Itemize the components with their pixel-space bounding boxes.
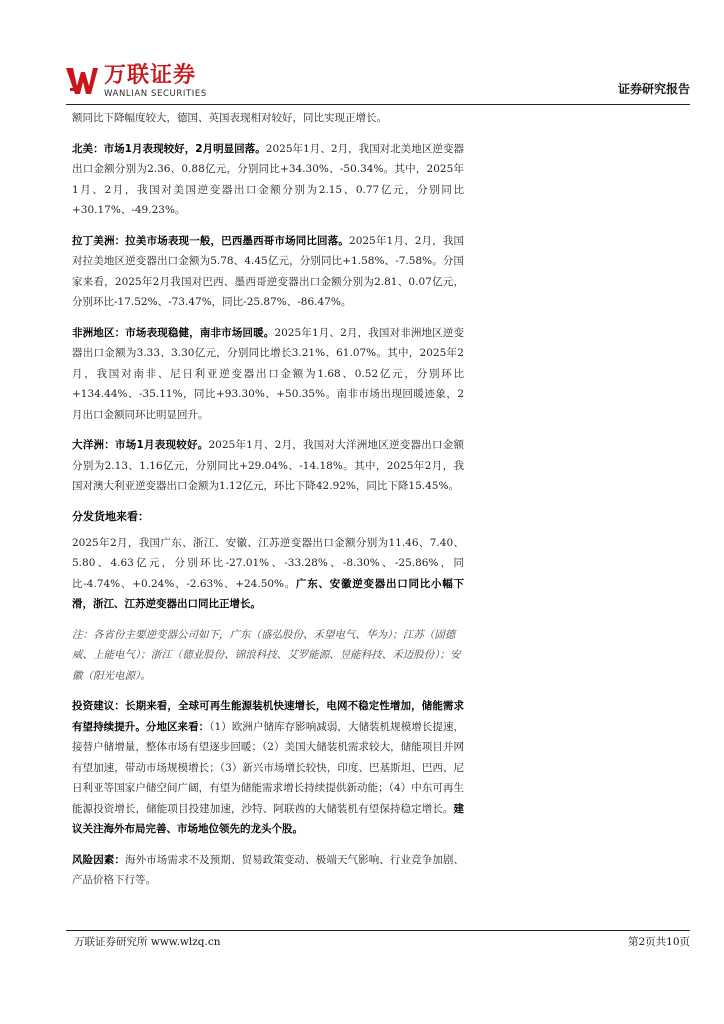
investment-recommendation: 建议关注海外布局完善、市场地位领先的龙头个股。 <box>72 802 464 835</box>
section-text: 2025年1月、2月，我国对大洋洲地区逆变器出口金额分别为2.13、1.16亿元，分别同比+29.04%、-14.18%。其中，2025年2月，我国对澳大利亚逆变器出口金额为1.12亿元，环比下降42.92%，同比下降15.45%。 <box>72 439 464 492</box>
wanlian-w-logo-icon <box>66 66 98 96</box>
risk-factors <box>72 850 464 891</box>
distribution-conclusion: 广东、安徽逆变器出口同比小幅下滑，浙江、江苏逆变器出口同比正增长。 <box>72 577 465 610</box>
brand-name: 万联证券 <box>104 63 197 88</box>
investment-advice <box>72 696 464 840</box>
province-note: 注：各省份主要逆变器公司如下，广东（盛弘股份、禾望电气、华为）；江苏（固德威、上能电气）；浙江（德业股份、锦浪科技、艾罗能源、昱能科技、禾迈股份）；安徽（阳光电源）。 <box>72 628 461 682</box>
section-text: 2025年1月、2月，我国对拉美地区逆变器出口金额为5.78、4.45亿元，分别同比+1.58%、-7.58%。分国家来看，2025年2月我国对巴西、墨西哥逆变器出口金额分别为2.81、0.07亿元，分别环比-17.52%、-73.47%，同比-25.87%、-86.47%。 <box>72 234 464 308</box>
report-body <box>72 108 464 891</box>
section-text: 2025年1月、2月，我国对北美地区逆变器出口金额分别为2.36、0.88亿元，分别同比+34.30%、-50.34%。其中，2025年1月、2月，我国对美国逆变器出口金额分别为2.15、0.77亿元，分别同比+30.17%、-49.23%。 <box>72 142 464 216</box>
section-oceania <box>72 435 464 497</box>
section-africa <box>72 323 464 426</box>
brand-name-english: WANLIAN SECURITIES <box>104 89 207 99</box>
section-text: 海外市场需求不及预期、贸易政策变动、极端天气影响、行业竞争加剧、产品价格下行等。 <box>72 853 465 886</box>
section-latin-america <box>72 231 464 313</box>
distribution-paragraph <box>72 533 464 615</box>
section-heading: 北美：市场1月表现较好，2月明显回落。 <box>72 142 266 155</box>
page-header <box>66 62 690 106</box>
section-text: 2025年2月，我国广东、浙江、安徽、江苏逆变器出口金额分别为11.46、7.40、5.80、4.63亿元，分别环比-27.01%、-33.28%、-8.30%、-25.86%，同比-4.74%、+0.24%、-2.63%、+24.50%。 <box>72 536 464 590</box>
report-type: 证券研究报告 <box>617 82 690 96</box>
footer-divider <box>66 930 690 931</box>
footer-source: 万联证券研究所 www.wlzq.cn <box>74 936 221 948</box>
distribution-heading: 分发货地来看： <box>72 509 149 523</box>
section-heading: 非洲地区：市场表现稳健，南非市场回暖。 <box>72 326 275 339</box>
page-number: 第2页共10页 <box>627 936 690 948</box>
section-north-america <box>72 139 464 221</box>
paragraph-europe-tail: 额同比下降幅度较大，德国、英国表现相对较好，同比实现正增长。 <box>72 112 387 124</box>
investment-summary: 长期来看，全球可再生能源装机快速增长，电网不稳定性增加，储能需求有望持续提升。分地区来看： <box>72 700 465 733</box>
section-heading: 拉丁美洲：拉美市场表现一般，巴西墨西哥市场同比回落。 <box>72 234 350 247</box>
section-heading: 大洋洲：市场1月表现较好。 <box>72 439 209 451</box>
header-divider <box>66 104 690 105</box>
section-text: 2025年1月、2月，我国对非洲地区逆变器出口金额为3.33、3.30亿元，分别同比增长3.21%、61.07%。其中，2025年2月，我国对南非、尼日利亚逆变器出口金额为1.68、0.52亿元，分别环比+134.44%、-35.11%，同比+93.30%、+50.35%。南非市场出现回暖迹象，2月出口金额同环比明显回升。 <box>72 326 464 421</box>
investment-heading: 投资建议： <box>72 700 125 712</box>
section-text: （1）欧洲户储库存影响减弱，大储装机规模增长提速，接替户储增量，整体市场有望逐步回暖；（2）美国大储装机需求较大，储能项目并网有望加速，带动市场规模增长；（3）新兴市场增长较快，印度、巴基斯坦、巴西、尼日利亚等国家户储空间广阔，有望为储能需求增长持续提供新动能；（4）中东可再生能源投资增长，储能项目投建加速，沙特、阿联酋的大储装机有望保持稳定增长。 <box>72 720 465 815</box>
risk-heading: 风险因素： <box>72 853 125 866</box>
